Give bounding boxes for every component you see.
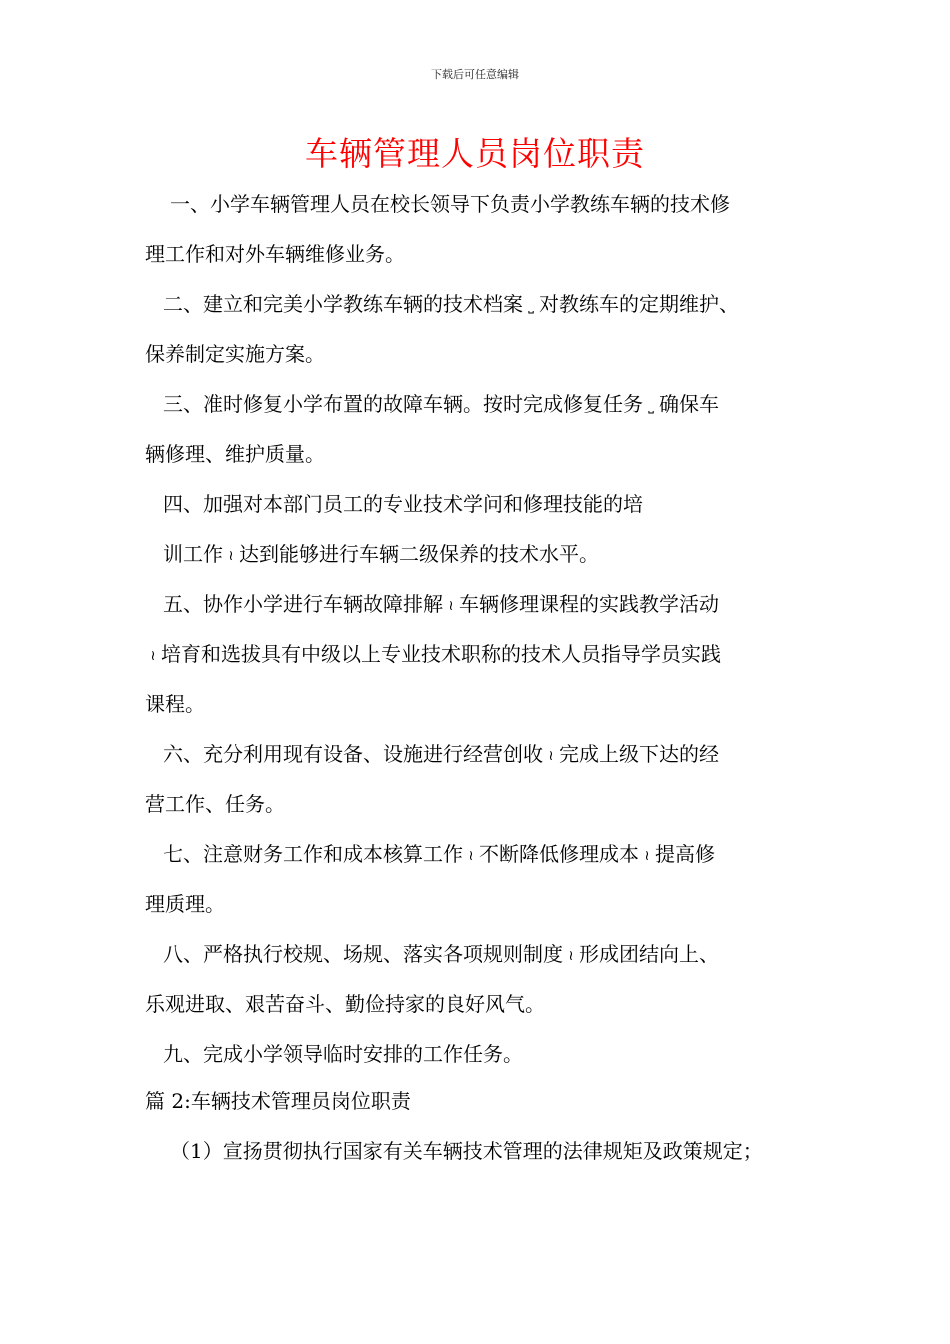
separator-mark: ≀ (548, 747, 554, 764)
paragraph-4-line-1: 四、加强对本部门员工的专业技术学问和修理技能的培 (163, 492, 643, 516)
document-title: 车辆管理人员岗位职责 (305, 134, 645, 173)
paragraph-8-line-2: 乐观进取、艰苦奋斗、勤俭持家的良好风气。 (145, 992, 545, 1016)
paragraph-9-line-1: 九、完成小学领导临时安排的工作任务。 (163, 1042, 523, 1066)
paragraph-5-line-2: ≀ 培育和选拔具有中级以上专业技术职称的技术人员指导学员实践 (145, 638, 721, 667)
paragraph-1-line-2: 理工作和对外车辆维修业务。 (145, 242, 405, 266)
paragraph-7-line-1: 七、注意财务工作和成本核算工作 ≀ 不断降低修理成本 ≀ 提高修 (163, 842, 715, 866)
paragraph-3-line-2: 辆修理、维护质量。 (145, 442, 325, 466)
paragraph-5-line-1: 五、协作小学进行车辆故障排解 ≀ 车辆修理课程的实践教学活动 (163, 592, 719, 616)
separator-mark: ≀ (568, 947, 574, 964)
section-item-1: （1）宣扬贯彻执行国家有关车辆技术管理的法律规矩及政策规定； (170, 1139, 763, 1163)
separator-mark: ≀ (448, 597, 454, 614)
paragraph-8-line-1: 八、严格执行校规、场规、落实各项规则制度 ≀ 形成团结向上、 (163, 942, 719, 966)
separator-mark: ⎵ (528, 297, 534, 314)
section-heading: 篇 2:车辆技术管理员岗位职责 (145, 1089, 411, 1113)
separator-mark: ≀ (228, 547, 234, 564)
paragraph-3-line-1: 三、准时修复小学布置的故障车辆。按时完成修复任务 ⎵ 确保车 (163, 392, 719, 416)
paragraph-1-line-1: 一、小学车辆管理人员在校长领导下负责小学教练车辆的技术修 (170, 192, 730, 216)
paragraph-6-line-2: 营工作、任务。 (145, 792, 285, 816)
separator-mark: ≀ (468, 847, 474, 864)
page-header: 下载后可任意编辑 (431, 68, 519, 81)
paragraph-2-line-2: 保养制定实施方案。 (145, 342, 325, 366)
separator-mark: ≀ (150, 647, 156, 664)
paragraph-5-line-3: 课程。 (145, 692, 205, 716)
separator-mark: ⎵ (648, 397, 654, 414)
paragraph-2-line-1: 二、建立和完美小学教练车辆的技术档案 ⎵ 对教练车的定期维护、 (163, 292, 739, 316)
separator-mark: ≀ (644, 847, 650, 864)
paragraph-7-line-2: 理质理。 (145, 892, 225, 916)
paragraph-4-line-2: 训工作 ≀ 达到能够进行车辆二级保养的技术水平。 (163, 542, 599, 566)
paragraph-6-line-1: 六、充分利用现有设备、设施进行经营创收 ≀ 完成上级下达的经 (163, 742, 719, 766)
